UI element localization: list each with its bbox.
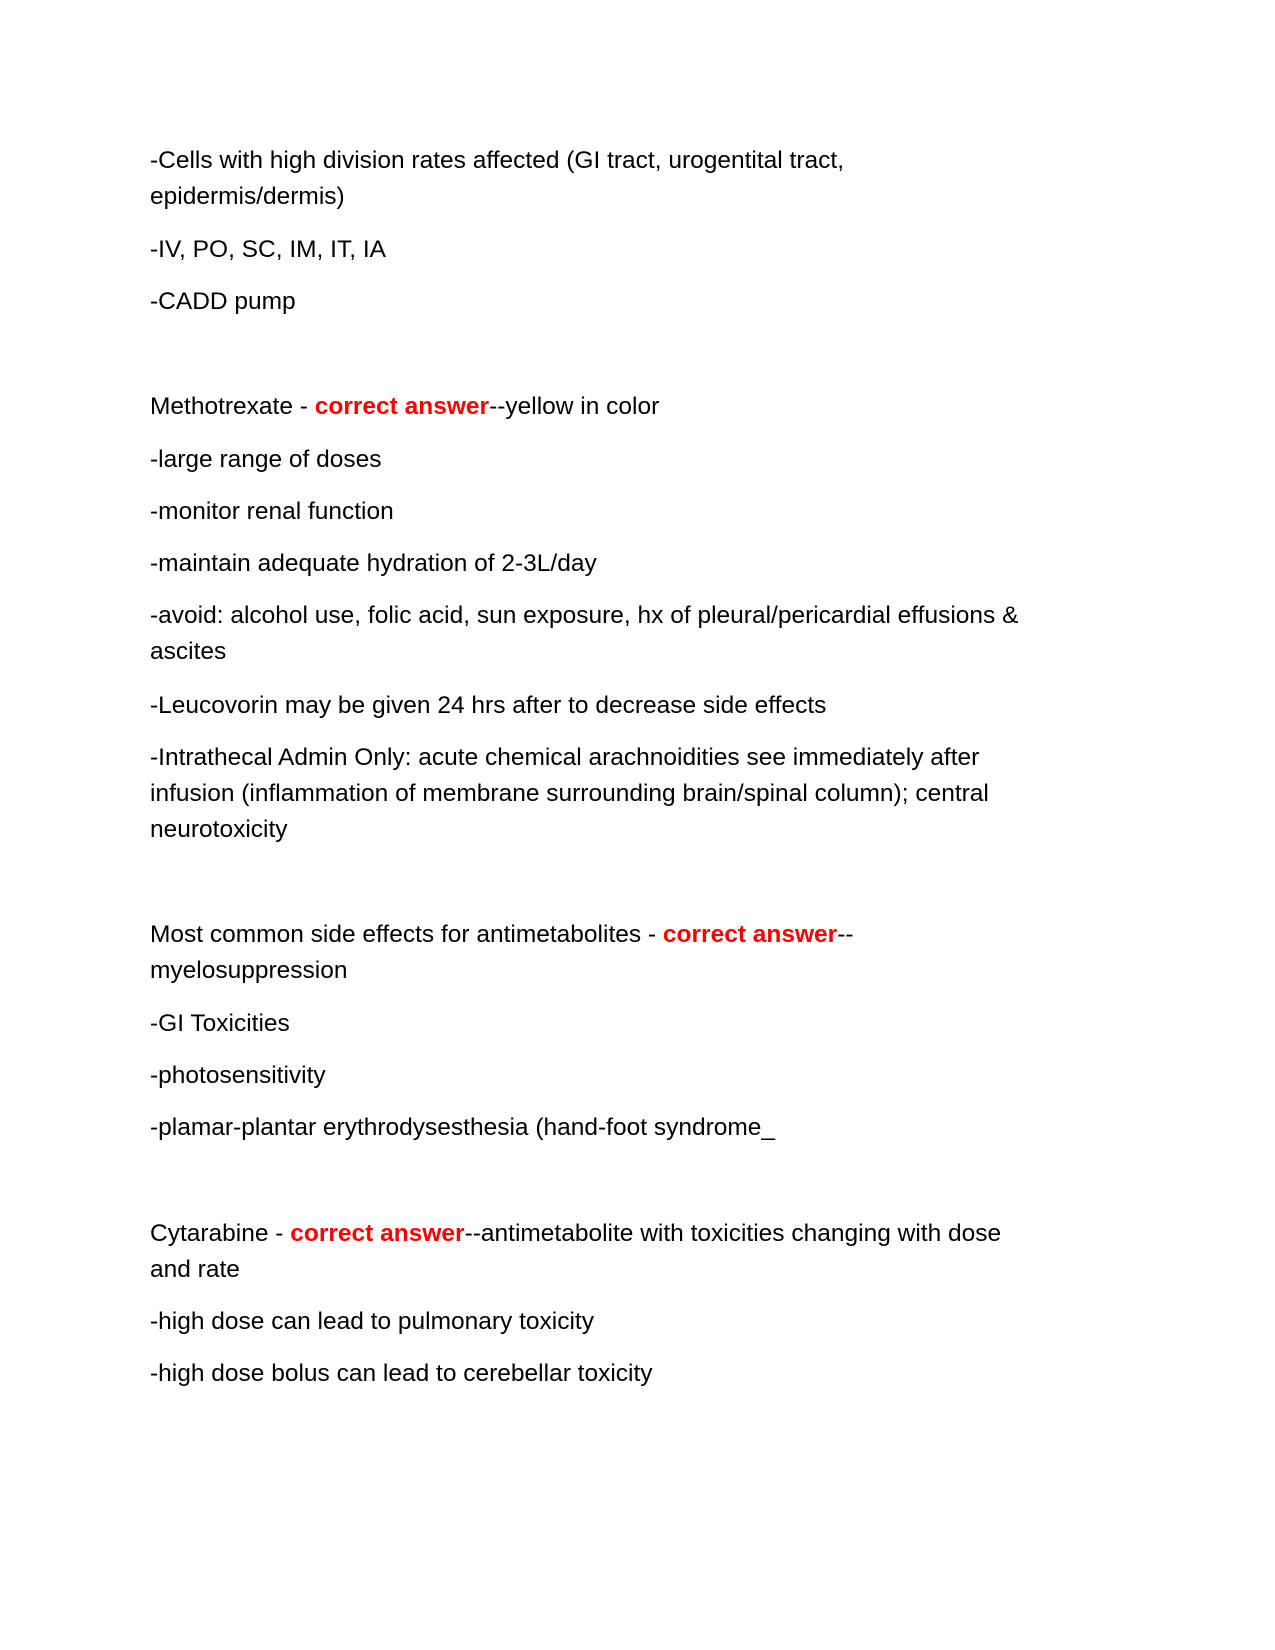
methotrexate-term: Methotrexate - xyxy=(150,393,315,420)
methotrexate-intrathecal-line-3: neurotoxicity xyxy=(150,816,288,843)
methotrexate-intrathecal-line-1: -Intrathecal Admin Only: acute chemical arachnoidities see immediately after xyxy=(150,744,980,771)
cytarabine-term: Cytarabine - xyxy=(150,1220,291,1247)
methotrexate-item: -large range of doses xyxy=(150,446,382,473)
side-effects-correct-answer: correct answer xyxy=(662,921,838,948)
side-effects-item: -photosensitivity xyxy=(150,1062,326,1089)
methotrexate-correct-answer: correct answer xyxy=(314,393,490,420)
cytarabine-correct-answer: correct answer xyxy=(290,1220,465,1247)
methotrexate-intrathecal-line-2: infusion (inflammation of membrane surrounding brain/spinal column); central xyxy=(150,780,989,807)
methotrexate-item: -monitor renal function xyxy=(150,498,394,525)
cytarabine-item: -high dose can lead to pulmonary toxicity xyxy=(150,1308,594,1335)
intro-line-1: -Cells with high division rates affected (GI tract, urogentital tract, xyxy=(150,147,845,174)
cytarabine-item: -high dose bolus can lead to cerebellar toxicity xyxy=(150,1360,653,1387)
cytarabine-answer-line-2: and rate xyxy=(150,1256,240,1283)
methotrexate-avoid-line-1: -avoid: alcohol use, folic acid, sun exposure, hx of pleural/pericardial effusions & xyxy=(150,602,1019,629)
side-effects-item: -GI Toxicities xyxy=(150,1010,290,1037)
methotrexate-answer: --yellow in color xyxy=(489,393,660,420)
intro-line-2: epidermis/dermis) xyxy=(150,183,345,210)
side-effects-answer-tail: -- xyxy=(837,921,854,948)
side-effects-heading xyxy=(150,916,1100,954)
side-effects-answer-line-2: myelosuppression xyxy=(150,957,348,984)
methotrexate-heading xyxy=(150,388,1100,426)
cytarabine-heading xyxy=(150,1215,1100,1253)
side-effects-term: Most common side effects for antimetabolites - xyxy=(150,921,663,948)
methotrexate-item: -maintain adequate hydration of 2-3L/day xyxy=(150,550,597,577)
intro-routes: -IV, PO, SC, IM, IT, IA xyxy=(150,236,386,263)
methotrexate-avoid-line-2: ascites xyxy=(150,638,227,665)
cytarabine-answer: --antimetabolite with toxicities changing with dose xyxy=(464,1220,1002,1247)
intro-pump: -CADD pump xyxy=(150,288,296,315)
methotrexate-leucovorin: -Leucovorin may be given 24 hrs after to decrease side effects xyxy=(150,692,827,719)
side-effects-item: -plamar-plantar erythrodysesthesia (hand-foot syndrome_ xyxy=(150,1114,776,1141)
